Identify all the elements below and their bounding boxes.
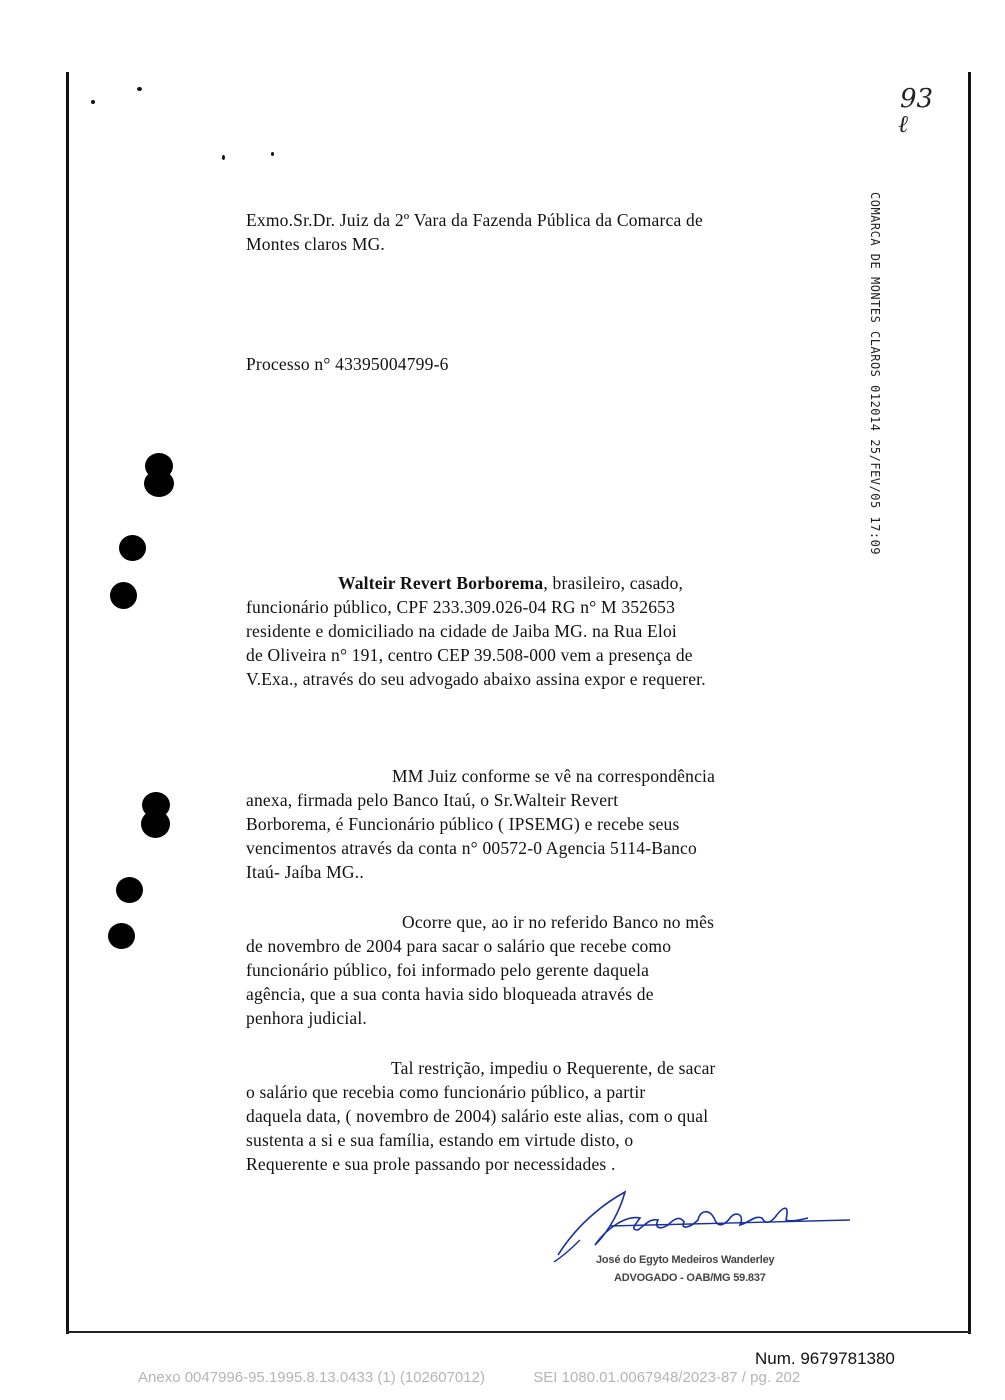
signature-title: ADVOGADO - OAB/MG 59.837 xyxy=(614,1272,766,1284)
scan-speck xyxy=(271,152,274,156)
paragraph-text: , brasileiro, casado, xyxy=(543,573,684,593)
footer-annex: Anexo 0047996-95.1995.8.13.0433 (1) (102607012) xyxy=(138,1369,485,1386)
paragraph-qualification xyxy=(246,571,800,691)
punch-hole xyxy=(141,810,170,838)
page-border-right xyxy=(968,72,971,1334)
process-number xyxy=(246,352,800,376)
page-border-left xyxy=(66,72,69,1334)
paragraph-restriction xyxy=(246,1056,800,1176)
paragraph-line: de novembro de 2004 para sacar o salário que recebe como xyxy=(246,936,672,956)
punch-hole xyxy=(144,470,174,497)
paragraph-line: o salário que recebia como funcionário público, a partir xyxy=(246,1082,646,1102)
document-number: Num. 9679781380 xyxy=(755,1349,895,1368)
paragraph-facts xyxy=(246,910,800,1030)
paragraph-line: de Oliveira n° 191, centro CEP 39.508-000 vem a presença de xyxy=(246,645,693,665)
paragraph-line: Ocorre que, ao ir no referido Banco no mês xyxy=(402,912,715,932)
scan-speck xyxy=(137,87,142,91)
punch-hole xyxy=(108,923,135,949)
paragraph-line: MM Juiz conforme se vê na correspondência xyxy=(392,766,716,786)
paragraph-line: Itaú- Jaíba MG.. xyxy=(246,862,364,882)
scan-speck xyxy=(91,100,95,104)
paragraph-line: agência, que a sua conta havia sido bloqueada através de xyxy=(246,984,654,1004)
addressee xyxy=(246,208,800,256)
signature-name: José do Egyto Medeiros Wanderley xyxy=(596,1254,775,1266)
punch-hole xyxy=(116,877,143,903)
paragraph-line: V.Exa., através do seu advogado abaixo assina expor e requerer. xyxy=(246,669,706,689)
paragraph-line xyxy=(246,571,800,595)
footer-sei: SEI 1080.01.0067948/2023-87 / pg. 202 xyxy=(533,1369,801,1386)
handwritten-page-number: 93 xyxy=(900,84,934,114)
scan-speck xyxy=(222,155,225,160)
punch-hole xyxy=(119,535,146,561)
footer-reference xyxy=(138,1369,800,1386)
page-border-bottom xyxy=(66,1331,971,1333)
paragraph-line: Tal restrição, impediu o Requerente, de sacar xyxy=(391,1058,716,1078)
party-name: Walteir Revert Borborema xyxy=(338,573,544,593)
paragraph-line: vencimentos através da conta n° 00572-0 Agencia 5114-Banco xyxy=(246,838,697,858)
paragraph-line: sustenta a si e sua família, estando em virtude disto, o xyxy=(246,1130,634,1150)
protocol-stamp: COMARCA DE MONTES CLAROS 012014 25/FEV/05 17:09 xyxy=(868,192,882,556)
paragraph-line: Requerente e sua prole passando por necessidades . xyxy=(246,1154,616,1174)
paragraph-line: penhora judicial. xyxy=(246,1008,367,1028)
paragraph-line: anexa, firmada pelo Banco Itaú, o Sr.Walteir Revert xyxy=(246,790,619,810)
paragraph-line: residente e domiciliado na cidade de Jaiba MG. na Rua Eloi xyxy=(246,621,677,641)
addressee-line: Montes claros MG. xyxy=(246,234,386,254)
paragraph-line: funcionário público, CPF 233.309.026-04 RG n° M 352653 xyxy=(246,597,676,617)
paragraph-line: daquela data, ( novembro de 2004) salário este alias, com o qual xyxy=(246,1106,709,1126)
process-number-text: Processo n° 43395004799-6 xyxy=(246,354,449,374)
addressee-line: Exmo.Sr.Dr. Juiz da 2º Vara da Fazenda Pública da Comarca de xyxy=(246,210,703,230)
paragraph-line: Borborema, é Funcionário público ( IPSEMG) e recebe seus xyxy=(246,814,680,834)
paragraph-correspondence xyxy=(246,764,800,884)
paragraph-line: funcionário público, foi informado pelo gerente daquela xyxy=(246,960,650,980)
handwritten-initial: ℓ xyxy=(898,110,908,138)
punch-hole xyxy=(110,582,137,609)
